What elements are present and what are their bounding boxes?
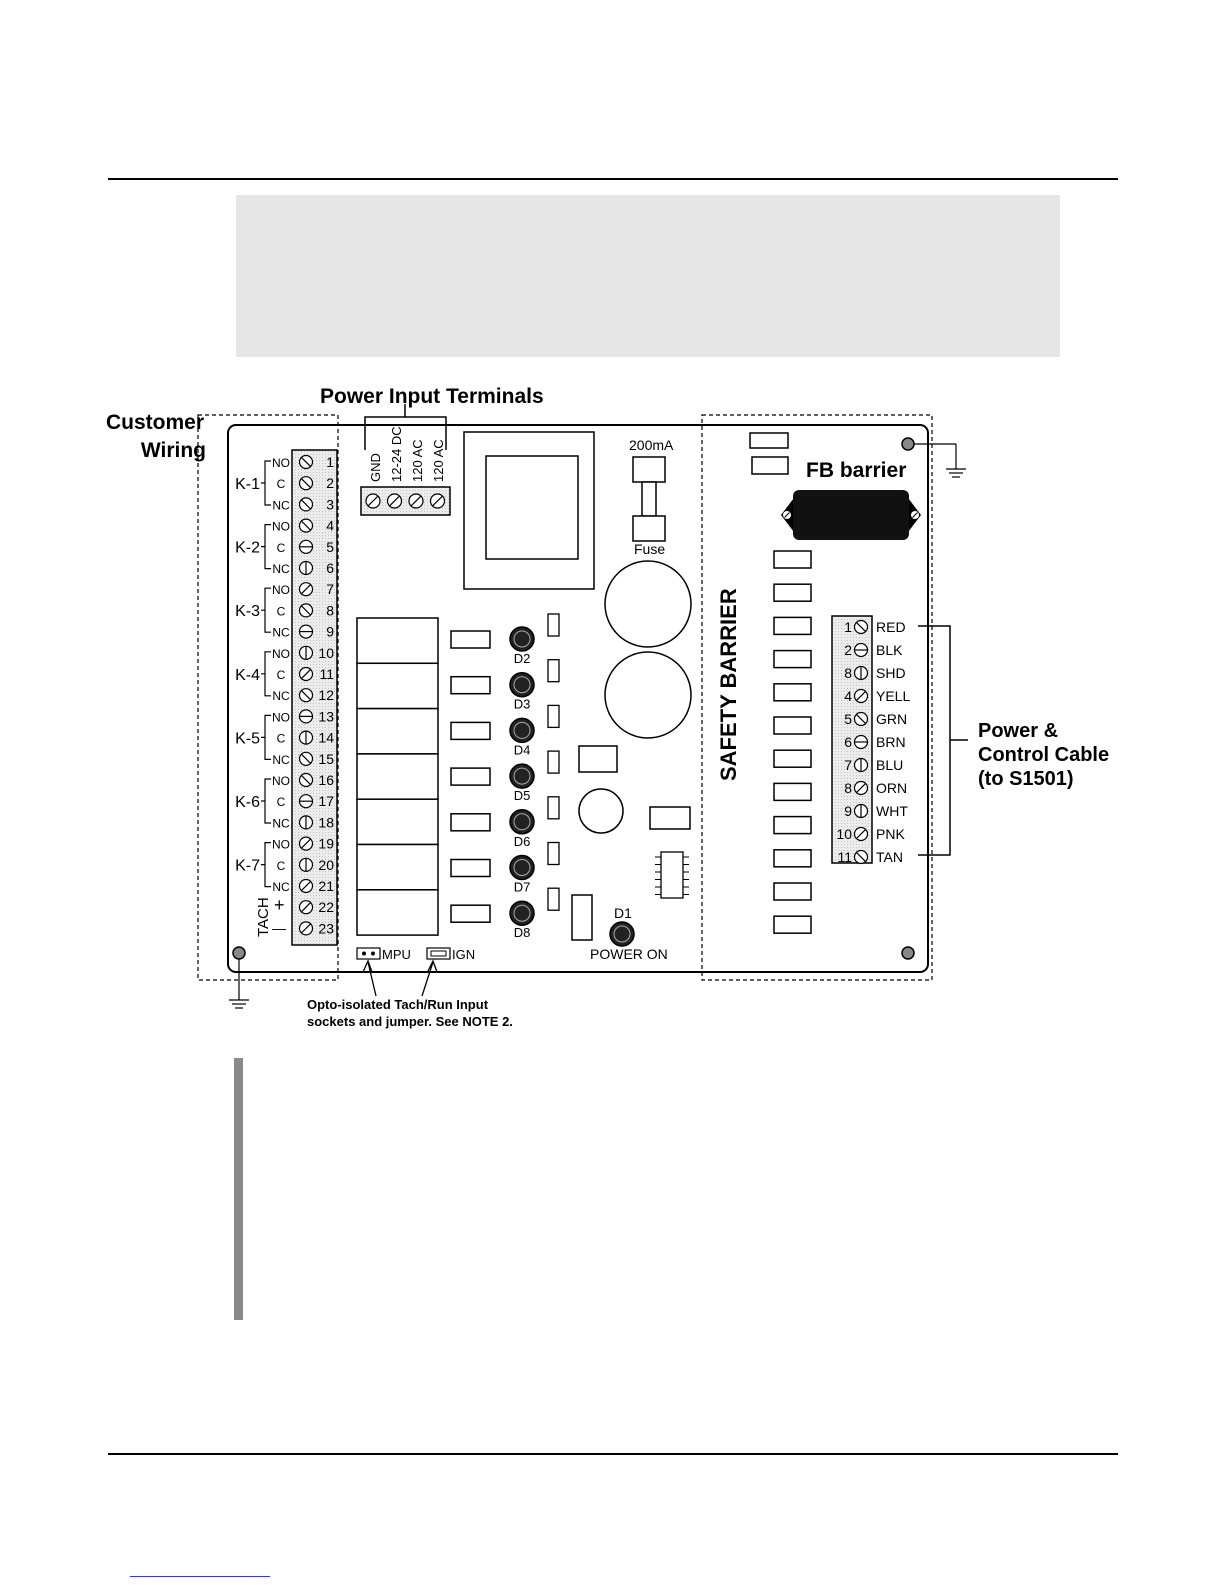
terminal-screw (300, 625, 313, 638)
cable-wire-color: BLU (876, 757, 904, 773)
power-terminal-label: 12-24 DC (389, 426, 404, 482)
terminal-number: 10 (318, 644, 334, 661)
component-tall (572, 895, 592, 940)
tach-minus: — (272, 920, 286, 936)
opto-note-line-2: sockets and jumper. See NOTE 2. (307, 1014, 513, 1029)
led-label: D8 (513, 925, 531, 941)
cable-wire-color: SHD (876, 665, 906, 681)
resistor (548, 614, 559, 636)
terminal-number: 18 (318, 814, 334, 831)
cable-wire-color: BLK (876, 642, 903, 658)
relay-contact-label: NO (272, 646, 290, 661)
mounting-hole (902, 947, 914, 959)
cable-wire-color: ORN (876, 780, 908, 796)
power-on-label: POWER ON (590, 946, 668, 962)
barrier-component (774, 717, 811, 734)
driver-component (451, 631, 490, 648)
led-label: D6 (513, 833, 531, 849)
barrier-component (774, 817, 811, 834)
cable-wire-color: PNK (876, 826, 905, 842)
driver-component (451, 814, 490, 831)
fb-barrier (781, 490, 921, 540)
terminal-number: 22 (318, 899, 334, 916)
small-component-b (752, 457, 788, 474)
terminal-number: 1 (326, 454, 334, 470)
terminal-screw (300, 922, 313, 935)
relay-label: K-5 (235, 730, 260, 748)
relay-contact-label: NC (272, 562, 290, 576)
terminal-number: 12 (318, 687, 334, 704)
ign-jumper (427, 948, 450, 959)
driver-component (451, 722, 490, 739)
relay-blocks (357, 618, 438, 935)
relay-label: K-7 (235, 857, 260, 875)
terminal-screw (300, 901, 313, 914)
relay-block (357, 663, 438, 708)
terminal-screw (300, 498, 313, 511)
cable-terminal-screw (855, 759, 868, 772)
terminal-screw (300, 858, 313, 871)
cable-terminal-screw (855, 828, 868, 841)
cable-terminal-number: 11 (837, 849, 852, 865)
cable-terminal-number: 8 (844, 780, 852, 796)
cable-terminal-number: 6 (844, 734, 852, 750)
relay-contact-label: C (276, 604, 286, 619)
relay-label: K-4 (235, 666, 260, 684)
safety-barrier-label: SAFETY BARRIER (716, 588, 741, 781)
terminal-number: 7 (326, 581, 334, 598)
power-terminal-label: GND (368, 453, 383, 482)
resistor (548, 888, 559, 910)
barrier-component (774, 617, 811, 634)
cable-terminal-screw (855, 667, 868, 680)
relay-label: K-6 (235, 794, 260, 811)
mpu-socket (357, 948, 380, 959)
component-small (650, 807, 690, 829)
terminal-screw (300, 562, 313, 575)
relay-block (357, 618, 438, 663)
relay-contact-label: NO (272, 519, 290, 534)
component-rect (579, 746, 617, 772)
cable-wire-color: BRN (876, 734, 906, 750)
terminal-number: 21 (318, 878, 334, 894)
barrier-component (774, 883, 811, 900)
cable-terminal-number: 5 (844, 711, 852, 727)
cable-terminal-screw (855, 621, 868, 634)
power-terminal-label: 120 AC (431, 439, 446, 482)
terminal-number: 9 (326, 623, 334, 640)
terminal-number: 15 (318, 750, 334, 767)
cable-wire-color: YELL (876, 688, 911, 704)
relay-contact-label: NC (272, 689, 290, 704)
component-round (579, 789, 623, 833)
terminal-number: 14 (318, 729, 334, 746)
cable-terminal-screw (855, 644, 868, 657)
terminal-number: 5 (326, 538, 334, 555)
terminal-screw (300, 837, 313, 850)
relay-contact-label: NC (272, 625, 290, 640)
terminal-screw (300, 668, 313, 681)
terminal-screw (300, 583, 313, 596)
relay-contact-label: NO (272, 456, 290, 470)
barrier-component (774, 916, 811, 933)
cable-terminal-screw (855, 805, 868, 818)
led-label: D2 (513, 651, 531, 666)
terminal-screw (300, 795, 313, 808)
cable-terminal-screw (855, 782, 868, 795)
driver-component (451, 768, 490, 785)
terminal-number: 19 (318, 835, 334, 852)
fb-barrier-label: FB barrier (806, 459, 907, 482)
relay-contact-label: NO (272, 710, 290, 725)
power-on-led (610, 922, 634, 946)
terminal-number: 8 (326, 602, 334, 619)
cable-label-line-1: Power & (978, 720, 1059, 742)
terminal-screw (300, 477, 313, 490)
capacitor-2 (605, 652, 691, 738)
driver-component (451, 677, 490, 694)
barrier-component (774, 783, 811, 800)
cable-terminal-screw (855, 690, 868, 703)
cable-terminal-number: 8 (844, 665, 852, 681)
mpu-label: MPU (382, 947, 411, 962)
terminal-number: 6 (326, 560, 334, 576)
power-terminal-screw (409, 494, 423, 508)
led-label: D7 (513, 879, 531, 895)
fuse-label: Fuse (634, 541, 666, 557)
terminal-screw (300, 816, 313, 829)
terminal-screw (300, 540, 313, 553)
small-component-a (750, 433, 788, 448)
terminal-screw (300, 646, 313, 659)
cable-terminal-screw (855, 851, 868, 864)
tach-plus: + (274, 895, 285, 915)
cable-wire-color: WHT (876, 803, 908, 819)
relay-contact-label: C (276, 477, 286, 492)
terminal-number: 13 (318, 708, 334, 725)
ign-label: IGN (452, 947, 476, 962)
barrier-component (774, 551, 811, 568)
terminal-number: 20 (318, 856, 334, 873)
power-terminal-label: 120 AC (410, 439, 425, 482)
cable-terminal-number: 1 (844, 619, 852, 635)
cable-wire-color: GRN (876, 711, 908, 727)
footer-link-underline[interactable] (130, 1576, 270, 1577)
cable-terminal-screw (855, 736, 868, 749)
cable-terminal-screw (855, 713, 868, 726)
terminal-screw (300, 604, 313, 617)
terminal-screw (300, 774, 313, 787)
cable-terminal-number: 4 (844, 688, 852, 704)
resistor (548, 797, 559, 819)
relay-label: K-2 (235, 539, 260, 557)
power-terminal-screw (388, 494, 402, 508)
relay-contact-label: NC (272, 880, 290, 894)
driver-component (451, 860, 490, 877)
relay-block (357, 709, 438, 754)
barrier-component (774, 684, 811, 701)
terminal-number: 3 (326, 496, 334, 513)
terminal-screw (300, 710, 313, 723)
terminal-number: 16 (318, 772, 334, 788)
terminal-screw (300, 752, 313, 765)
barrier-component (774, 584, 811, 601)
power-terminal-screw (431, 494, 445, 508)
relay-contact-label: C (276, 795, 286, 810)
relay-block (357, 845, 438, 890)
cable-terminal-number: 7 (844, 757, 852, 773)
relay-label: K-3 (235, 603, 260, 621)
terminal-number: 17 (318, 793, 334, 810)
transformer (464, 432, 594, 589)
customer-wiring-label-1: Customer (105, 411, 204, 434)
cable-terminal-number: 9 (844, 803, 852, 819)
power-terminal-screw (366, 494, 380, 508)
relay-contact-label: NO (272, 837, 290, 852)
resistor (548, 751, 559, 773)
relay-contact-label: C (276, 540, 286, 555)
relay-contact-label: NC (272, 816, 290, 831)
capacitor-1 (605, 561, 691, 647)
terminal-screw (300, 880, 313, 893)
resistor (548, 660, 559, 682)
led-label: D5 (513, 788, 531, 804)
relay-contact-label: NO (272, 583, 290, 598)
opto-note-line-1: Opto-isolated Tach/Run Input (307, 997, 489, 1012)
relay-contact-label: C (276, 731, 286, 746)
terminal-number: 4 (326, 517, 334, 534)
cable-terminal-number: 10 (836, 826, 852, 842)
customer-wiring-label-2: Wiring (140, 439, 206, 462)
power-input-terminals-title: Power Input Terminals (320, 385, 544, 408)
bottom-rule (108, 1453, 1118, 1455)
relay-contact-label: NC (272, 498, 290, 513)
cable-wire-color: RED (876, 619, 906, 635)
terminal-screw (300, 456, 313, 469)
relay-contact-label: C (276, 858, 286, 873)
terminal-screw (300, 731, 313, 744)
terminal-number: 23 (318, 920, 334, 937)
terminal-screw (300, 689, 313, 702)
note-margin-bar (234, 1058, 243, 1320)
cable-label-line-2: Control Cable (978, 744, 1110, 766)
relay-contact-label: NO (272, 774, 290, 788)
tach-label: TACH (255, 897, 272, 937)
relay-contact-label: C (276, 668, 286, 682)
fuse-rating-label: 200mA (629, 437, 674, 453)
cable-terminal-number: 2 (844, 642, 852, 658)
led-label: D4 (513, 742, 531, 758)
relay-block (357, 754, 438, 799)
barrier-component (774, 651, 811, 668)
cable-wire-color: TAN (876, 849, 903, 865)
cable-label-line-3: (to S1501) (978, 768, 1074, 790)
relay-block (357, 890, 438, 935)
d1-label: D1 (614, 905, 632, 921)
resistor (548, 705, 559, 727)
terminal-number: 2 (326, 475, 334, 492)
resistor (548, 843, 559, 865)
terminal-number: 11 (319, 666, 334, 682)
driver-component (451, 905, 490, 922)
relay-contact-label: NC (272, 752, 290, 767)
barrier-component (774, 750, 811, 767)
led-label: D3 (513, 696, 531, 712)
relay-label: K-1 (235, 476, 260, 493)
barrier-component (774, 850, 811, 867)
terminal-screw (300, 519, 313, 532)
relay-block (357, 799, 438, 844)
